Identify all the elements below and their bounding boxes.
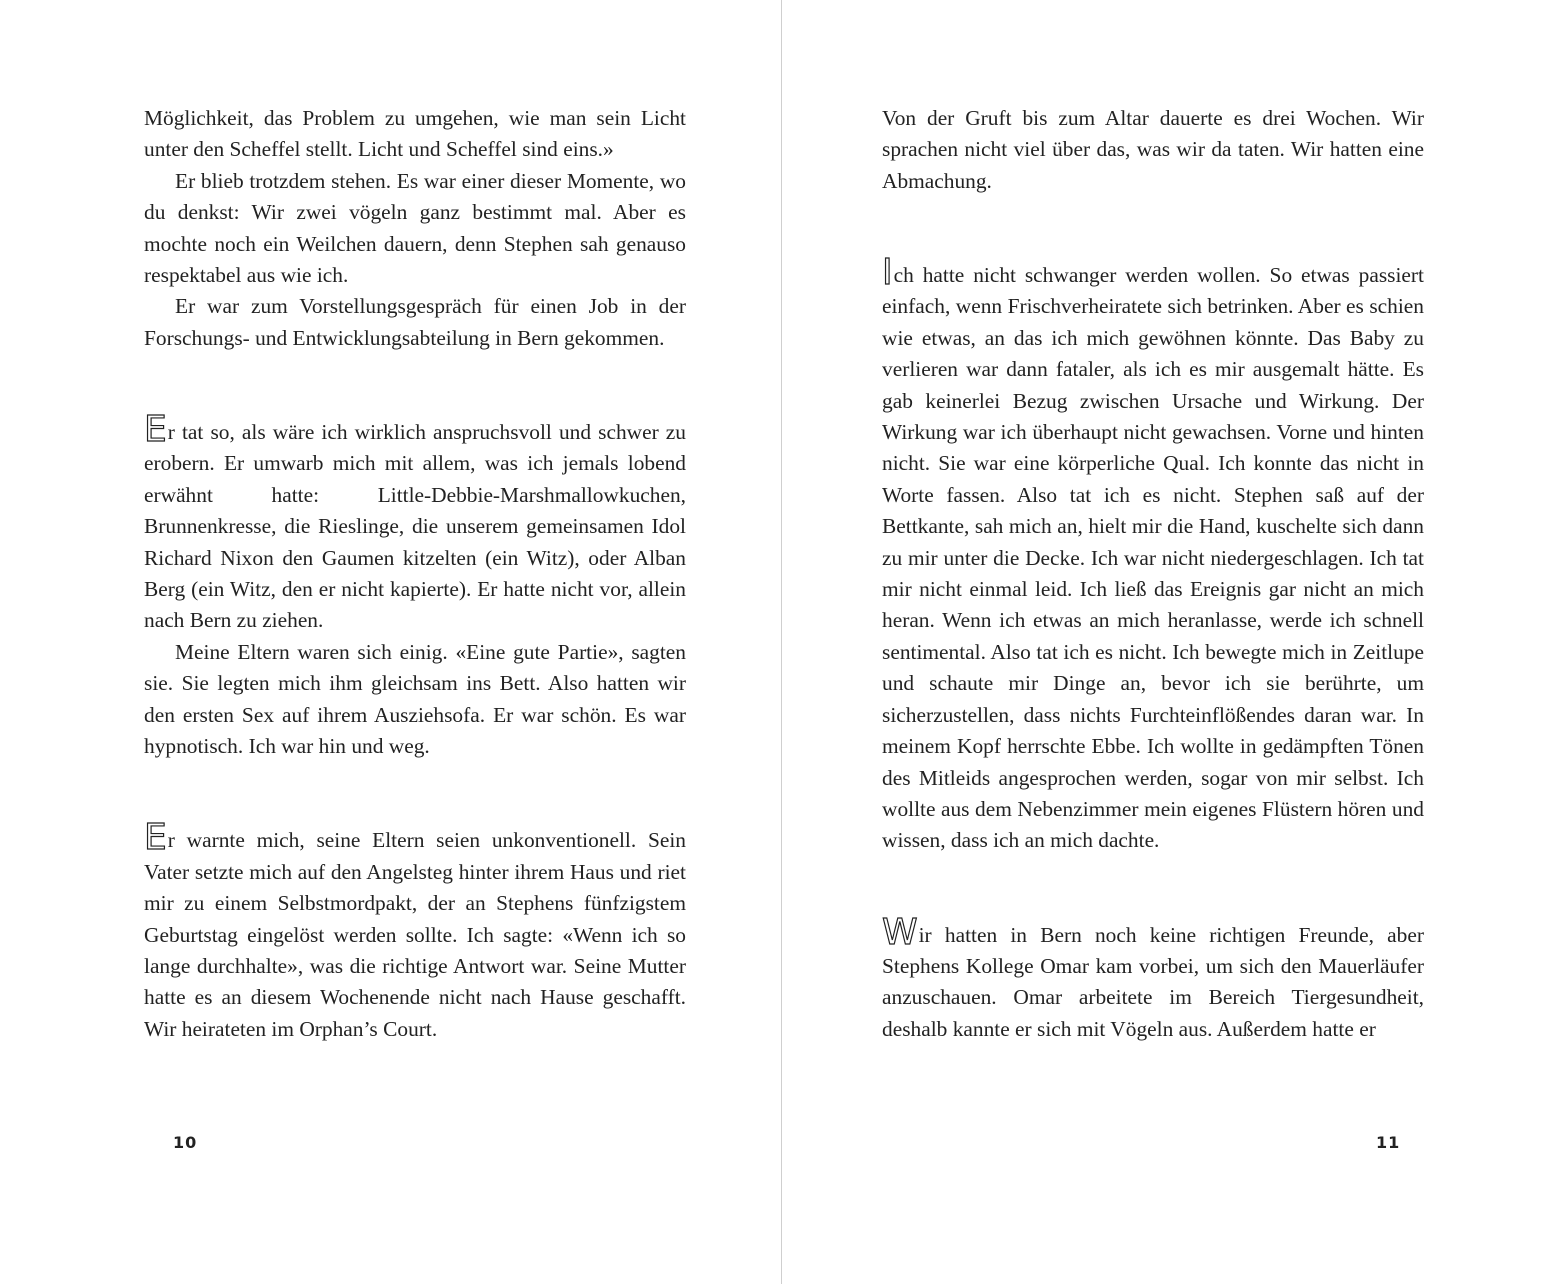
paragraph: Er war zum Vorstellungsgespräch für einen Job in der Forschungs- und Entwicklungsabteilung in Bern gekommen. [144,294,686,350]
section-break [882,197,1424,260]
page-number: 11 [1376,1133,1401,1152]
paragraph: Möglichkeit, das Problem zu umgehen, wie man sein Licht unter den Scheffel stellt. Licht und Scheffel sind eins.» [144,106,686,162]
drop-initial: E [144,817,167,859]
page-number: 10 [173,1133,198,1152]
section-break [144,354,686,417]
paragraph-text: ir hatten in Bern noch keine richtigen Freunde, aber Stephens Kollege Omar kam vorbei, um sich den Mauerläufer anzuschauen. Omar arbeitete im Bereich Tiergesundheit, deshalb kannte er sich mit Vögeln aus. Außerdem hatte er [882,922,1424,1041]
paragraph [882,911,1424,1046]
paragraph [882,252,1424,857]
paragraph-text: r tat so, als wäre ich wirklich anspruchsvoll und schwer zu erobern. Er umwarb mich mit allem, was ich jemals lobend erwähnt hatte: Little-Debbie-Marshmallowkuchen, Brunnenkresse, die Rieslinge, die unserem gemeinsamen Idol Richard Nixon den Gaumen kitzelten (ein Witz), oder Alban Berg (ein Witz, den er nicht kapierte). Er hatte nicht vor, allein nach Bern zu ziehen. [144,420,686,633]
drop-initial: I [882,252,893,294]
left-page [0,0,781,1284]
drop-initial: W [882,911,918,953]
left-text-block [144,103,686,1045]
paragraph: Er blieb trotzdem stehen. Es war einer dieser Momente, wo du denkst: Wir zwei vögeln ganz bestimmt mal. Aber es mochte noch ein Weilchen dauern, denn Stephen sah genauso respektabel aus wie ich. [144,168,686,288]
section-break [882,857,1424,920]
section-break [144,763,686,826]
paragraph [144,817,686,1045]
right-page [782,0,1564,1284]
paragraph: Von der Gruft bis zum Altar dauerte es drei Wochen. Wir sprachen nicht viel über das, was wir da taten. Wir hatten eine Abmachung. [882,106,1424,193]
paragraph-text: r warnte mich, seine Eltern seien unkonventionell. Sein Vater setzte mich auf den Angelsteg hinter ihrem Haus und riet mir zu einem Selbstmordpakt, der an Stephens fünfzigstem Geburtstag eingelöst werden sollte. Ich sagte: «Wenn ich so lange durchhalte», was die richtige Antwort war. Seine Mutter hatte es an diesem Wochenende nicht nach Hause geschafft. Wir heirateten im Orphan’s Court. [144,828,686,1041]
paragraph [144,409,686,637]
right-text-block [882,103,1424,1045]
paragraph: Meine Eltern waren sich einig. «Eine gute Partie», sagten sie. Sie legten mich ihm gleichsam ins Bett. Also hatten wir den ersten Sex auf ihrem Ausziehsofa. Er war schön. Es war hypnotisch. Ich war hin und weg. [144,639,686,759]
drop-initial: E [144,409,167,451]
paragraph-text: ch hatte nicht schwanger werden wollen. So etwas passiert einfach, wenn Frischverheiratete sich betrinken. Aber es schien wie etwas, an das ich mich gewöhnen könnte. Das Baby zu verlieren war dann fataler, als ich es mir ausgemalt hätte. Es gab keinerlei Bezug zwischen Ursache und Wirkung. Der Wirkung war ich überhaupt nicht gewachsen. Vorne und hinten nicht. Sie war eine körperliche Qual. Ich konnte das nicht in Worte fassen. Also tat ich es nicht. Stephen saß auf der Bettkante, sah mich an, hielt mir die Hand, kuschelte sich dann zu mir unter die Decke. Ich war nicht niedergeschlagen. Ich tat mir nicht einmal leid. Ich ließ das Ereignis gar nicht an mich heran. Wenn ich etwas an mich heranlasse, werde ich schnell sentimental. Also tat ich es nicht. Ich bewegte mich in Zeitlupe und schaute mir Dinge an, bevor ich sie berührte, um sicherzustellen, dass nichts Furchteinflößendes daran war. In meinem Kopf herrschte Ebbe. Ich wollte in gedämpften Tönen des Mitleids angesprochen werden, sogar von mir selbst. Ich wollte aus dem Nebenzimmer mein eigenes Flüstern hören und wissen, dass ich an mich dachte. [882,263,1424,853]
